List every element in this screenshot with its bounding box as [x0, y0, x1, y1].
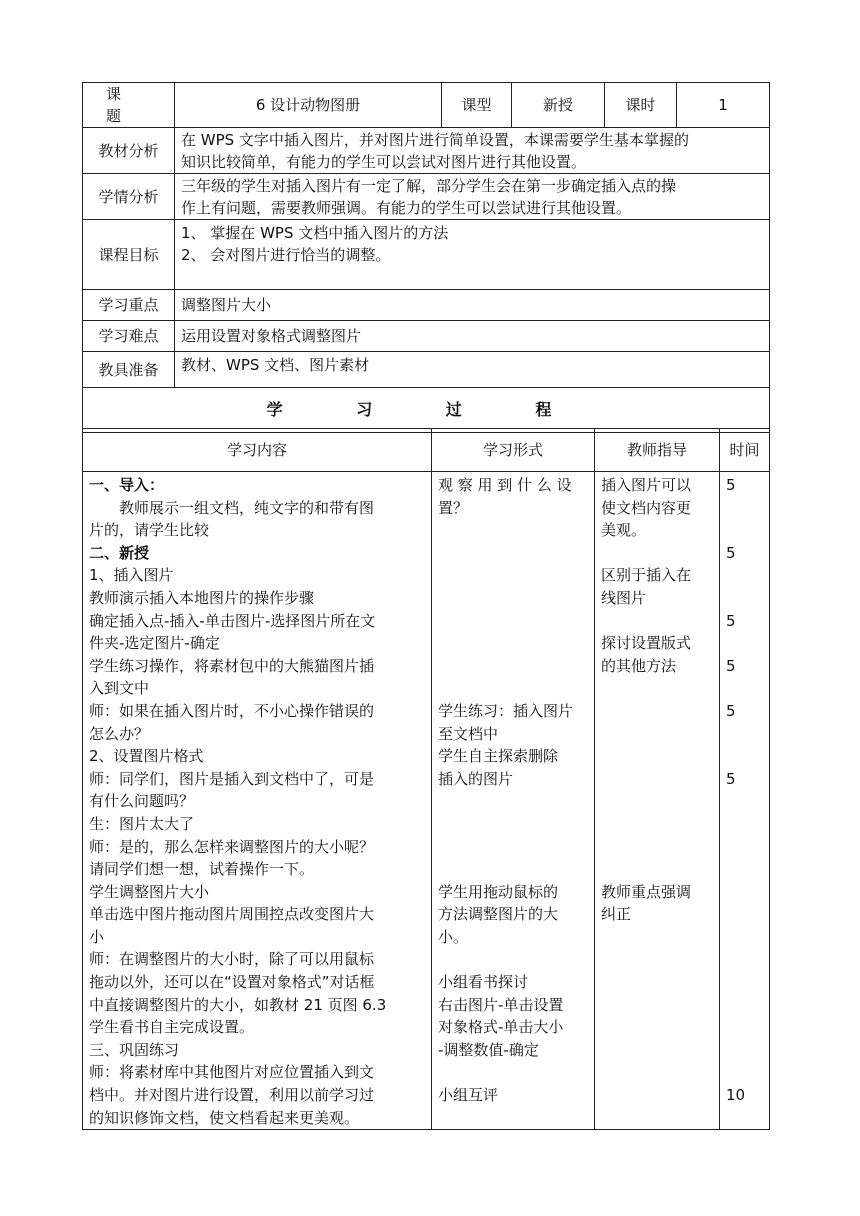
- col-header-time: 时间: [720, 429, 770, 472]
- content-line: 有什么问题吗？: [89, 792, 195, 811]
- content-line: 师：在调整图片的大小时，除了可以用鼠标: [89, 950, 375, 969]
- guide-line: [601, 677, 713, 700]
- time-line: [726, 926, 763, 949]
- time-line: 5: [726, 611, 736, 630]
- form-line: 学生用拖动鼠标的: [438, 882, 559, 901]
- time-line: 5: [726, 476, 736, 494]
- time-line: [726, 677, 763, 700]
- time-line: [726, 745, 763, 768]
- content-line: 2、设置图片格式: [89, 747, 204, 766]
- time-line: [726, 858, 763, 881]
- time-line: [726, 881, 763, 904]
- form-line: [438, 1061, 588, 1084]
- guide-line: 插入图片可以: [601, 476, 692, 494]
- form-line: [438, 587, 588, 610]
- form-line: [438, 813, 588, 836]
- content-line: 教师演示插入本地图片的操作步骤: [89, 588, 315, 607]
- analysis-label: 教材分析: [83, 128, 175, 174]
- col-header-guide: 教师指导: [595, 429, 720, 472]
- guide-line: [601, 813, 713, 836]
- guide-line: [601, 610, 713, 633]
- time-line: [726, 948, 763, 971]
- difficulty-text: 运用设置对象格式调整图片: [175, 321, 770, 352]
- content-line: 件夹-选定图片-确定: [89, 634, 220, 653]
- time-line: [726, 836, 763, 859]
- guide-line: [601, 745, 713, 768]
- time-line: [726, 519, 763, 542]
- time-line: [726, 813, 763, 836]
- analysis-text: 在 WPS 文字中插入图片，并对图片进行简单设置，本课需要学生基本掌握的 知识比较简单，有能力的学生可以尝试对图片进行其他设置。: [175, 128, 770, 174]
- col-header-content: 学习内容: [83, 429, 432, 472]
- content-line: 学生看书自主完成设置。: [89, 1018, 255, 1037]
- form-line: 小。: [438, 927, 469, 946]
- content-line: 1、插入图片: [89, 566, 174, 585]
- form-line: [438, 948, 588, 971]
- form-line: [438, 836, 588, 859]
- content-line: 师：如果在插入图片时，不小心操作错误的: [89, 701, 375, 720]
- form-line: -调整数值-确定: [438, 1040, 539, 1059]
- time-line: [726, 723, 763, 746]
- time-line: [726, 994, 763, 1017]
- guide-line: [601, 700, 713, 723]
- time-line: [726, 903, 763, 926]
- content-line: 生：图片太大了: [89, 814, 195, 833]
- form-line: 插入的图片: [438, 769, 514, 788]
- content-line: 学生调整图片大小: [89, 882, 210, 901]
- form-line: 小组看书探讨: [438, 973, 529, 992]
- time-line: 5: [726, 701, 736, 720]
- course-label: 课 题: [83, 83, 175, 128]
- goals-label: 课程目标: [83, 220, 175, 290]
- content-line: 的知识修饰文档，使文档看起来更美观。: [89, 1108, 360, 1127]
- guide-line: [601, 768, 713, 791]
- student-analysis-label: 学情分析: [83, 174, 175, 220]
- form-line: 至文档中: [438, 724, 499, 743]
- time-line: 5: [726, 769, 736, 788]
- content-line: 小: [89, 927, 105, 946]
- guide-line: 使文档内容更: [601, 498, 692, 517]
- form-line: [438, 632, 588, 655]
- type-label: 课型: [442, 83, 512, 128]
- col-header-form: 学习形式: [432, 429, 595, 472]
- guide-line: 美观。: [601, 521, 647, 540]
- content-line: 档中。并对图片进行设置，利用以前学习过: [89, 1086, 375, 1105]
- form-line: [438, 655, 588, 678]
- content-line: 确定插入点-插入-单击图片-选择图片所在文: [89, 611, 376, 630]
- focus-text: 调整图片大小: [175, 290, 770, 321]
- content-line: 中直接调整图片的大小，如教材 21 页图 6.3: [89, 995, 387, 1014]
- form-line: [438, 677, 588, 700]
- time-line: [726, 790, 763, 813]
- guide-line: [601, 723, 713, 746]
- type-value: 新授: [512, 83, 605, 128]
- content-line: 二、新授: [89, 543, 150, 562]
- content-line: 教师展示一组文档，纯文字的和带有图: [119, 498, 375, 517]
- time-line: [726, 971, 763, 994]
- content-line: 师：将素材库中其他图片对应位置插入到文: [89, 1063, 375, 1082]
- content-line: 片的，请学生比较: [89, 521, 210, 540]
- time-line: 10: [726, 1086, 746, 1105]
- form-line: 右击图片-单击设置: [438, 995, 564, 1014]
- content-line: 学生练习操作，将素材包中的大熊猫图片插: [89, 656, 375, 675]
- content-line: 一、导入：: [89, 476, 165, 494]
- process-table: [82, 428, 770, 1130]
- time-line: 5: [726, 543, 736, 562]
- content-line: 师：同学们，图片是插入到文档中了，可是: [89, 769, 375, 788]
- content-line: 师：是的，那么怎样来调整图片的大小呢？: [89, 837, 375, 856]
- form-line: 学生练习：插入图片: [438, 701, 574, 720]
- guide-line: 教师重点强调: [601, 882, 692, 901]
- guide-line: [601, 858, 713, 881]
- materials-text: 教材、WPS 文档、图片素材: [175, 352, 770, 388]
- guide-line: 线图片: [601, 588, 647, 607]
- form-line: [438, 564, 588, 587]
- course-title: 6 设计动物图册: [175, 83, 442, 128]
- materials-label: 教具准备: [83, 352, 175, 388]
- form-line: [438, 858, 588, 881]
- form-cell: [432, 472, 595, 1130]
- focus-label: 学习重点: [83, 290, 175, 321]
- form-line: 观 察 用 到 什 么 设: [438, 476, 572, 494]
- content-line: 入到文中: [89, 679, 150, 698]
- time-line: [726, 1061, 763, 1084]
- form-line: 小组互评: [438, 1086, 499, 1105]
- time-line: [726, 587, 763, 610]
- content-line: 单击选中图片拖动图片周围控点改变图片大: [89, 905, 375, 924]
- difficulty-label: 学习难点: [83, 321, 175, 352]
- guide-cell: [595, 472, 720, 1130]
- guide-line: 的其他方法: [601, 656, 677, 675]
- content-line: 怎么办？: [89, 724, 150, 743]
- guide-line: [601, 790, 713, 813]
- lesson-info-table: [82, 82, 770, 433]
- content-line: 拖动以外，还可以在“设置对象格式”对话框: [89, 973, 375, 992]
- guide-line: 探讨设置版式: [601, 634, 692, 653]
- goals-text: 1、 掌握在 WPS 文档中插入图片的方法 2、 会对图片进行恰当的调整。: [175, 220, 770, 290]
- form-line: 置？: [438, 498, 469, 517]
- process-title: 学 习 过 程: [83, 388, 770, 433]
- form-line: [438, 542, 588, 565]
- form-line: [438, 790, 588, 813]
- form-line: [438, 610, 588, 633]
- guide-line: 区别于插入在: [601, 566, 692, 585]
- guide-line: 纠正: [601, 905, 632, 924]
- form-line: 对象格式-单击大小: [438, 1018, 564, 1037]
- hours-value: 1: [677, 83, 770, 128]
- time-line: [726, 497, 763, 520]
- time-line: [726, 1039, 763, 1062]
- student-analysis-text: 三年级的学生对插入图片有一定了解，部分学生会在第一步确定插入点的操 作上有问题，需要教师强调。有能力的学生可以尝试进行其他设置。: [175, 174, 770, 220]
- form-line: [438, 519, 588, 542]
- content-line: 请同学们想一想，试着操作一下。: [89, 860, 315, 879]
- content-cell: [83, 472, 432, 1130]
- content-line: 三、巩固练习: [89, 1040, 180, 1059]
- hours-label: 课时: [605, 83, 677, 128]
- guide-line: [601, 836, 713, 859]
- time-line: 5: [726, 656, 736, 675]
- time-cell: [720, 472, 770, 1130]
- time-line: [726, 632, 763, 655]
- time-line: [726, 564, 763, 587]
- form-line: 学生自主探索删除: [438, 747, 559, 766]
- guide-line: [601, 542, 713, 565]
- time-line: [726, 1016, 763, 1039]
- form-line: 方法调整图片的大: [438, 905, 559, 924]
